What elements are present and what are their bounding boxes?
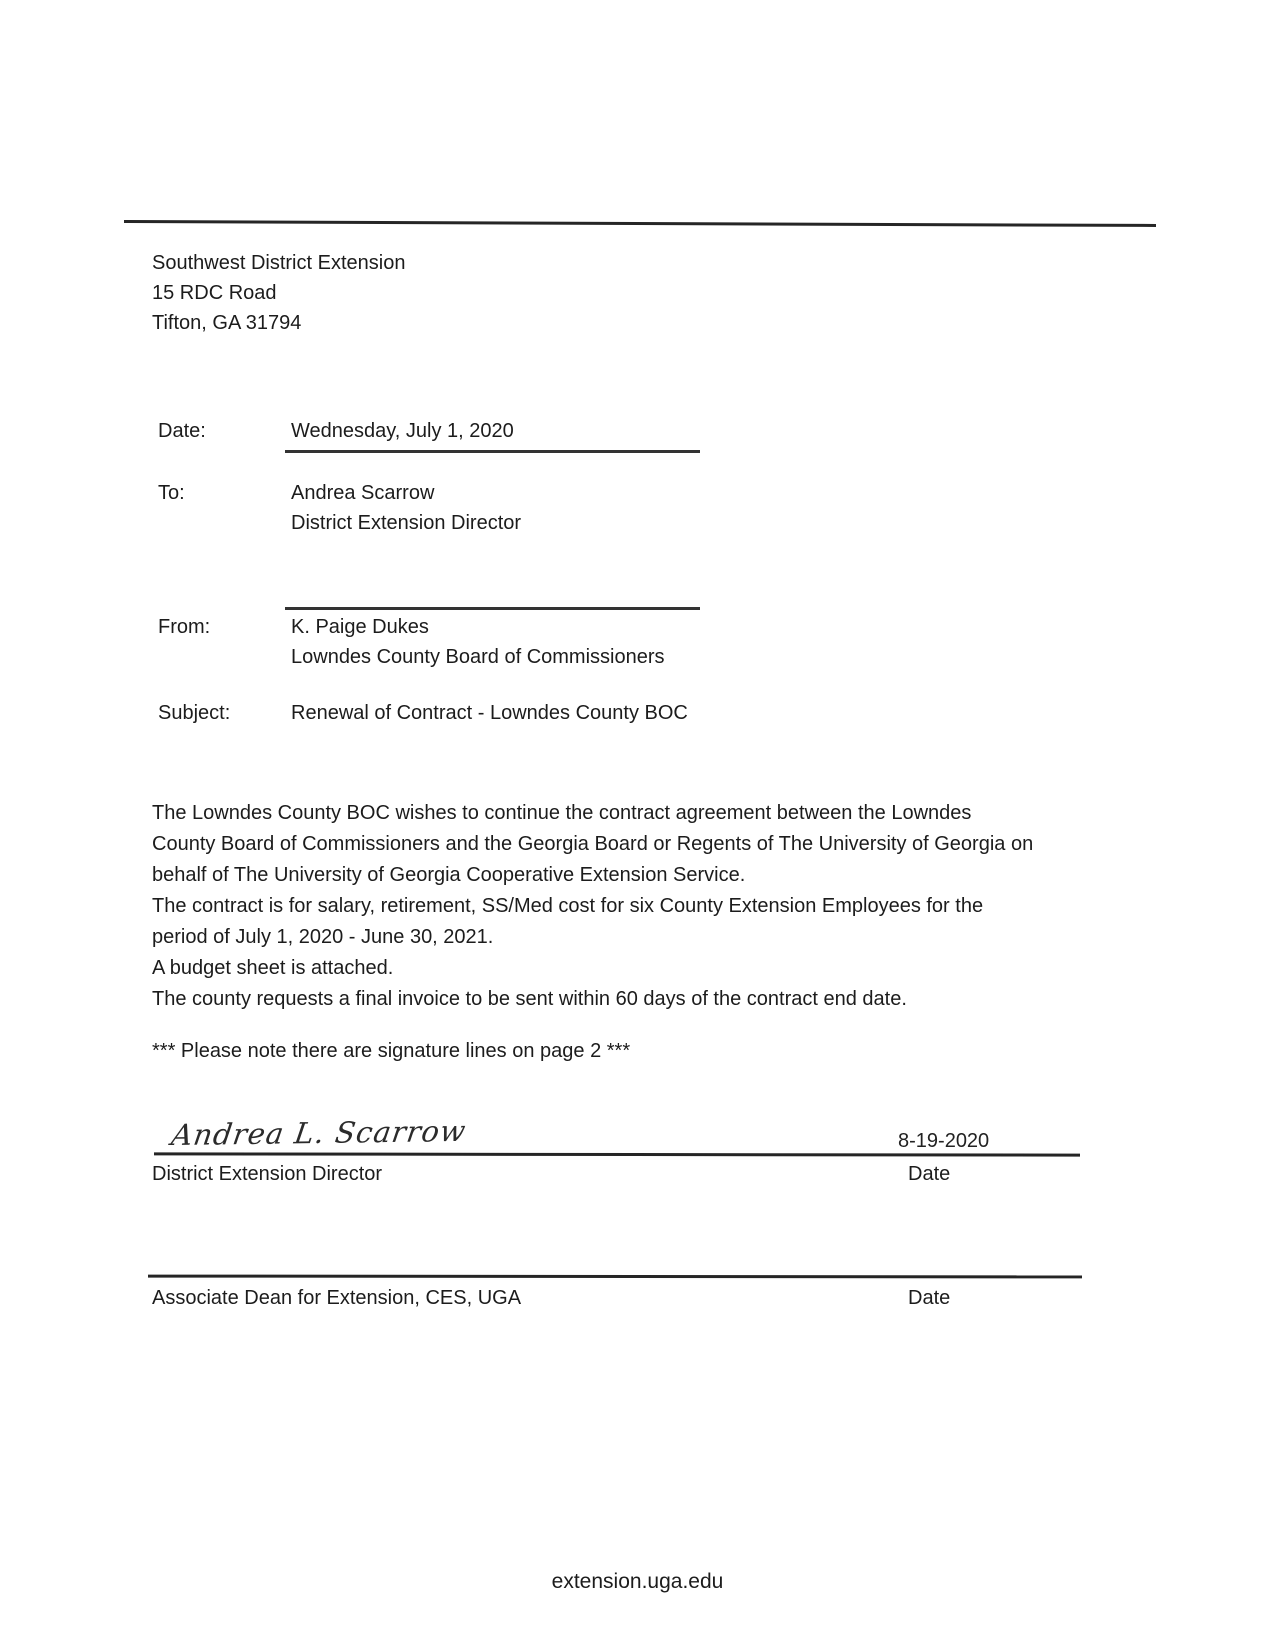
body-line: The contract is for salary, retirement, SS/Med cost for six County Extension Employees for the bbox=[152, 895, 984, 917]
footer-website: extension.uga.edu bbox=[551, 1570, 724, 1593]
to-title: District Extension Director bbox=[291, 512, 522, 534]
signature-date-value: 8-19-2020 bbox=[898, 1130, 990, 1152]
body-line: County Board of Commissioners and the Georgia Board or Regents of The University of Georgia on bbox=[152, 833, 1034, 855]
header-divider-line bbox=[124, 220, 1156, 227]
body-line: period of July 1, 2020 - June 30, 2021. bbox=[152, 926, 494, 948]
to-label: To: bbox=[158, 482, 185, 504]
signature-line-2 bbox=[148, 1275, 1082, 1279]
subject-value: Renewal of Contract - Lowndes County BOC bbox=[291, 702, 688, 724]
body-line: The county requests a final invoice to be sent within 60 days of the contract end date. bbox=[152, 988, 907, 1010]
date-underline bbox=[285, 450, 700, 453]
signature-line-1 bbox=[154, 1152, 1080, 1156]
date-value: Wednesday, July 1, 2020 bbox=[291, 420, 514, 442]
signature-role-1: District Extension Director bbox=[152, 1163, 383, 1185]
date-label: Date: bbox=[158, 420, 206, 442]
subject-label: Subject: bbox=[158, 702, 231, 724]
signature-date-label-1: Date bbox=[908, 1163, 951, 1185]
sender-street: 15 RDC Road bbox=[152, 282, 277, 304]
handwritten-signature: Andrea L. Scarrow bbox=[169, 1113, 469, 1153]
signature-page-note: *** Please note there are signature lines on page 2 *** bbox=[152, 1040, 631, 1062]
body-line: A budget sheet is attached. bbox=[152, 957, 394, 979]
body-paragraph bbox=[152, 798, 1033, 1015]
sender-address-block bbox=[152, 248, 405, 338]
signature-date-label-2: Date bbox=[908, 1287, 951, 1309]
from-label: From: bbox=[158, 616, 211, 638]
from-org: Lowndes County Board of Commissioners bbox=[291, 646, 665, 668]
body-line: The Lowndes County BOC wishes to continue the contract agreement between the Lowndes bbox=[152, 802, 972, 824]
from-overline bbox=[285, 607, 700, 610]
signature-role-2: Associate Dean for Extension, CES, UGA bbox=[152, 1287, 522, 1309]
sender-org: Southwest District Extension bbox=[152, 252, 406, 274]
sender-city-state-zip: Tifton, GA 31794 bbox=[152, 312, 302, 334]
to-name: Andrea Scarrow bbox=[291, 482, 435, 504]
body-line: behalf of The University of Georgia Cooperative Extension Service. bbox=[152, 864, 746, 886]
from-name: K. Paige Dukes bbox=[291, 616, 429, 638]
